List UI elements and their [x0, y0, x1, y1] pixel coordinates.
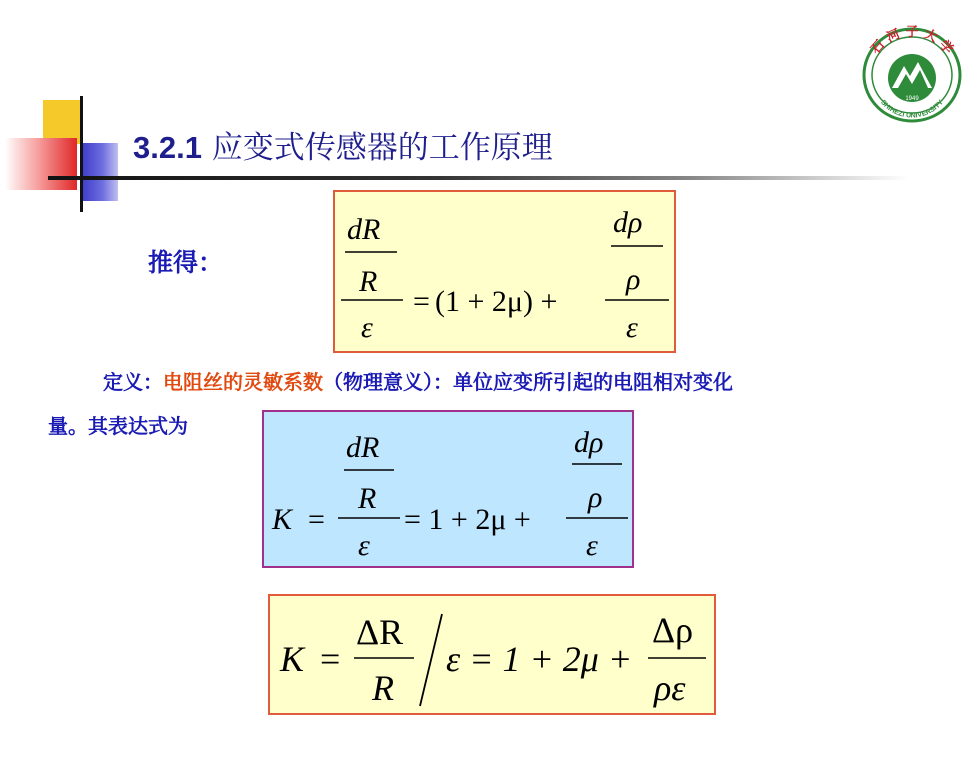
definition-line	[103, 366, 733, 395]
svg-text:ρε: ρε	[654, 668, 686, 708]
svg-text:dR: dR	[346, 431, 380, 464]
formula-sensitivity	[264, 412, 636, 570]
svg-text:石 河 子 大 学: 石 河 子 大 学	[868, 25, 956, 58]
svg-text:K: K	[280, 639, 305, 679]
title-underline	[48, 176, 908, 180]
svg-text:ρ: ρ	[588, 481, 603, 514]
svg-text:R: R	[358, 482, 377, 515]
formula-delta	[270, 596, 718, 717]
svg-text:ρ: ρ	[626, 263, 641, 296]
definition-text: （物理意义）：单位应变所引起的电阻相对变化	[323, 370, 733, 394]
formula-box-derivation	[333, 190, 676, 353]
svg-text:dR: dR	[347, 213, 381, 246]
university-seal-icon	[848, 18, 972, 124]
definition-term: 电阻丝的灵敏系数	[163, 370, 323, 394]
svg-text:ε: ε	[358, 529, 370, 562]
svg-text:1949: 1949	[905, 96, 919, 102]
svg-text:ε: ε	[626, 311, 638, 344]
svg-text:=: =	[320, 639, 341, 679]
decor-blue-square	[80, 143, 118, 201]
svg-text:SHIHEZI UNIVERSITY: SHIHEZI UNIVERSITY	[879, 99, 945, 120]
svg-text:dρ: dρ	[574, 426, 604, 459]
formula-box-sensitivity	[262, 410, 634, 568]
svg-text:R: R	[372, 668, 394, 708]
formula-box-delta	[268, 594, 716, 715]
svg-text:ε: ε	[361, 311, 373, 344]
section-number: 3.2.1	[133, 130, 202, 165]
title-text: 应变式传感器的工作原理	[211, 130, 553, 166]
formula-derivation	[335, 192, 678, 355]
decor-vertical-line	[80, 96, 83, 212]
decor-red-gradient	[5, 138, 77, 190]
definition-prefix: 定义：	[103, 370, 163, 394]
svg-text:=: =	[308, 503, 325, 536]
university-logo	[848, 18, 972, 124]
svg-text:ΔR: ΔR	[356, 612, 404, 652]
svg-text:ε: ε	[586, 529, 598, 562]
definition-line-2: 量。其表达式为	[48, 414, 188, 438]
slide-title	[133, 122, 553, 167]
derive-label: 推得：	[148, 248, 224, 277]
svg-text:R: R	[359, 265, 378, 298]
svg-text:dρ: dρ	[613, 206, 643, 239]
svg-text:(1 + 2μ) +: (1 + 2μ) +	[435, 285, 558, 318]
svg-text:=: =	[413, 285, 430, 318]
svg-text:ε = 1 + 2μ +: ε = 1 + 2μ +	[446, 639, 633, 679]
svg-text:= 1 + 2μ +: = 1 + 2μ +	[404, 503, 531, 536]
svg-text:Δρ: Δρ	[652, 610, 694, 650]
svg-text:K: K	[272, 503, 293, 536]
